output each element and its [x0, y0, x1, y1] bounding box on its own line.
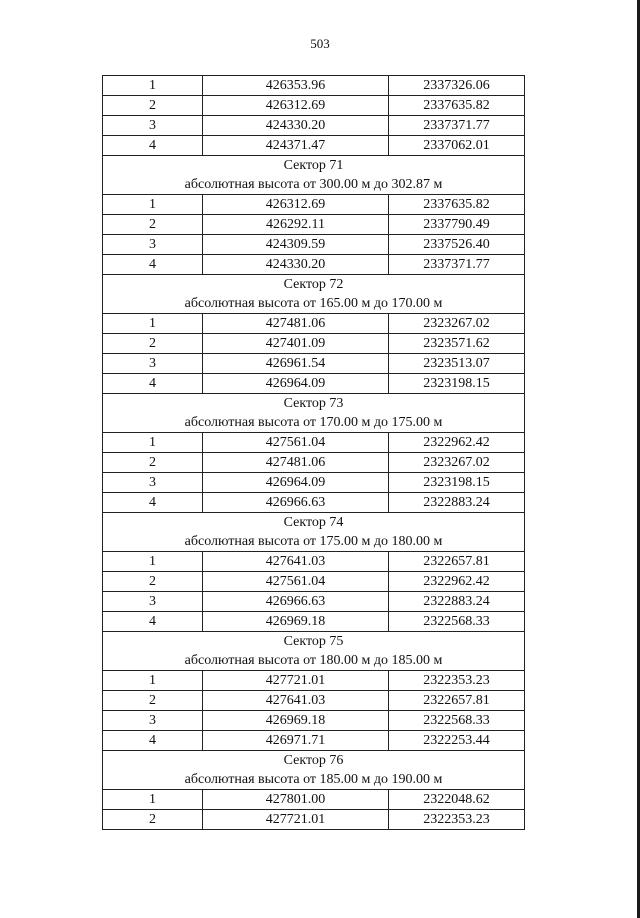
- sector-header: [103, 156, 525, 195]
- table-row: [103, 493, 525, 513]
- table-row: [103, 612, 525, 632]
- point-number-cell: 3: [103, 116, 203, 136]
- table-row: [103, 215, 525, 235]
- point-number-cell: 3: [103, 711, 203, 731]
- sector-title: Сектор 73: [283, 396, 344, 411]
- sector-header: [103, 751, 525, 790]
- point-number-cell: 1: [103, 552, 203, 572]
- point-number-cell: 4: [103, 612, 203, 632]
- sector-header-row: [103, 513, 525, 552]
- point-number-cell: 4: [103, 374, 203, 394]
- point-number-cell: 3: [103, 592, 203, 612]
- y-coordinate-cell: 2337790.49: [389, 215, 525, 235]
- y-coordinate-cell: 2337326.06: [389, 76, 525, 96]
- table-row: [103, 790, 525, 810]
- table-row: [103, 810, 525, 830]
- x-coordinate-cell: 426353.96: [203, 76, 389, 96]
- point-number-cell: 2: [103, 572, 203, 592]
- point-number-cell: 4: [103, 255, 203, 275]
- point-number-cell: 2: [103, 691, 203, 711]
- x-coordinate-cell: 426964.09: [203, 473, 389, 493]
- table-row: [103, 314, 525, 334]
- table-row: [103, 711, 525, 731]
- sector-altitude: абсолютная высота от 175.00 м до 180.00 м: [184, 534, 443, 549]
- x-coordinate-cell: 427561.04: [203, 572, 389, 592]
- sector-altitude: абсолютная высота от 170.00 м до 175.00 м: [184, 415, 443, 430]
- y-coordinate-cell: 2323513.07: [389, 354, 525, 374]
- y-coordinate-cell: 2337371.77: [389, 116, 525, 136]
- sector-title: Сектор 75: [283, 634, 344, 649]
- y-coordinate-cell: 2322962.42: [389, 433, 525, 453]
- x-coordinate-cell: 426964.09: [203, 374, 389, 394]
- x-coordinate-cell: 426961.54: [203, 354, 389, 374]
- y-coordinate-cell: 2322657.81: [389, 552, 525, 572]
- table-row: [103, 691, 525, 711]
- sector-altitude: абсолютная высота от 300.00 м до 302.87 м: [184, 177, 443, 192]
- table-row: [103, 96, 525, 116]
- page-number: 503: [310, 36, 330, 51]
- x-coordinate-cell: 424309.59: [203, 235, 389, 255]
- point-number-cell: 2: [103, 215, 203, 235]
- y-coordinate-cell: 2323571.62: [389, 334, 525, 354]
- sector-header: [103, 394, 525, 433]
- table-row: [103, 195, 525, 215]
- x-coordinate-cell: 427721.01: [203, 671, 389, 691]
- y-coordinate-cell: 2337526.40: [389, 235, 525, 255]
- point-number-cell: 2: [103, 453, 203, 473]
- sector-title: Сектор 76: [283, 753, 344, 768]
- x-coordinate-cell: 427481.06: [203, 453, 389, 473]
- table-row: [103, 552, 525, 572]
- x-coordinate-cell: 426969.18: [203, 612, 389, 632]
- sector-altitude: абсолютная высота от 180.00 м до 185.00 м: [184, 653, 443, 668]
- sector-header-row: [103, 275, 525, 314]
- x-coordinate-cell: 427401.09: [203, 334, 389, 354]
- y-coordinate-cell: 2323198.15: [389, 473, 525, 493]
- table-row: [103, 572, 525, 592]
- x-coordinate-cell: 427481.06: [203, 314, 389, 334]
- y-coordinate-cell: 2323267.02: [389, 314, 525, 334]
- y-coordinate-cell: 2323198.15: [389, 374, 525, 394]
- y-coordinate-cell: 2322568.33: [389, 711, 525, 731]
- y-coordinate-cell: 2323267.02: [389, 453, 525, 473]
- x-coordinate-cell: 424330.20: [203, 255, 389, 275]
- point-number-cell: 1: [103, 314, 203, 334]
- table-row: [103, 76, 525, 96]
- y-coordinate-cell: 2337371.77: [389, 255, 525, 275]
- point-number-cell: 1: [103, 195, 203, 215]
- sector-title: Сектор 72: [283, 277, 344, 292]
- x-coordinate-cell: 426292.11: [203, 215, 389, 235]
- x-coordinate-cell: 426312.69: [203, 96, 389, 116]
- sector-altitude: абсолютная высота от 165.00 м до 170.00 м: [184, 296, 443, 311]
- y-coordinate-cell: 2322962.42: [389, 572, 525, 592]
- y-coordinate-cell: 2322253.44: [389, 731, 525, 751]
- y-coordinate-cell: 2322048.62: [389, 790, 525, 810]
- x-coordinate-cell: 426971.71: [203, 731, 389, 751]
- sector-header-row: [103, 751, 525, 790]
- point-number-cell: 1: [103, 76, 203, 96]
- sector-header: [103, 513, 525, 552]
- table-row: [103, 473, 525, 493]
- x-coordinate-cell: 426312.69: [203, 195, 389, 215]
- sector-header: [103, 275, 525, 314]
- coordinates-table-body: [103, 76, 525, 830]
- x-coordinate-cell: 427561.04: [203, 433, 389, 453]
- table-row: [103, 592, 525, 612]
- point-number-cell: 4: [103, 136, 203, 156]
- table-row: [103, 354, 525, 374]
- point-number-cell: 4: [103, 493, 203, 513]
- table-row: [103, 433, 525, 453]
- table-row: [103, 255, 525, 275]
- x-coordinate-cell: 424371.47: [203, 136, 389, 156]
- x-coordinate-cell: 427641.03: [203, 552, 389, 572]
- x-coordinate-cell: 427641.03: [203, 691, 389, 711]
- table-row: [103, 116, 525, 136]
- sector-title: Сектор 71: [283, 158, 344, 173]
- point-number-cell: 4: [103, 731, 203, 751]
- y-coordinate-cell: 2322657.81: [389, 691, 525, 711]
- sector-header-row: [103, 156, 525, 195]
- point-number-cell: 1: [103, 671, 203, 691]
- point-number-cell: 2: [103, 810, 203, 830]
- sector-altitude: абсолютная высота от 185.00 м до 190.00 м: [184, 772, 443, 787]
- x-coordinate-cell: 426966.63: [203, 493, 389, 513]
- point-number-cell: 2: [103, 334, 203, 354]
- table-row: [103, 136, 525, 156]
- table-row: [103, 671, 525, 691]
- y-coordinate-cell: 2337635.82: [389, 96, 525, 116]
- x-coordinate-cell: 424330.20: [203, 116, 389, 136]
- x-coordinate-cell: 426966.63: [203, 592, 389, 612]
- point-number-cell: 3: [103, 235, 203, 255]
- table-row: [103, 334, 525, 354]
- y-coordinate-cell: 2322568.33: [389, 612, 525, 632]
- coordinates-table: [102, 75, 525, 830]
- sector-header-row: [103, 394, 525, 433]
- table-row: [103, 374, 525, 394]
- sector-title: Сектор 74: [283, 515, 344, 530]
- y-coordinate-cell: 2322353.23: [389, 810, 525, 830]
- y-coordinate-cell: 2322883.24: [389, 592, 525, 612]
- point-number-cell: 2: [103, 96, 203, 116]
- table-row: [103, 731, 525, 751]
- point-number-cell: 3: [103, 354, 203, 374]
- x-coordinate-cell: 427801.00: [203, 790, 389, 810]
- x-coordinate-cell: 427721.01: [203, 810, 389, 830]
- point-number-cell: 1: [103, 433, 203, 453]
- y-coordinate-cell: 2322353.23: [389, 671, 525, 691]
- y-coordinate-cell: 2322883.24: [389, 493, 525, 513]
- table-row: [103, 235, 525, 255]
- point-number-cell: 1: [103, 790, 203, 810]
- y-coordinate-cell: 2337635.82: [389, 195, 525, 215]
- point-number-cell: 3: [103, 473, 203, 493]
- x-coordinate-cell: 426969.18: [203, 711, 389, 731]
- y-coordinate-cell: 2337062.01: [389, 136, 525, 156]
- sector-header: [103, 632, 525, 671]
- table-row: [103, 453, 525, 473]
- sector-header-row: [103, 632, 525, 671]
